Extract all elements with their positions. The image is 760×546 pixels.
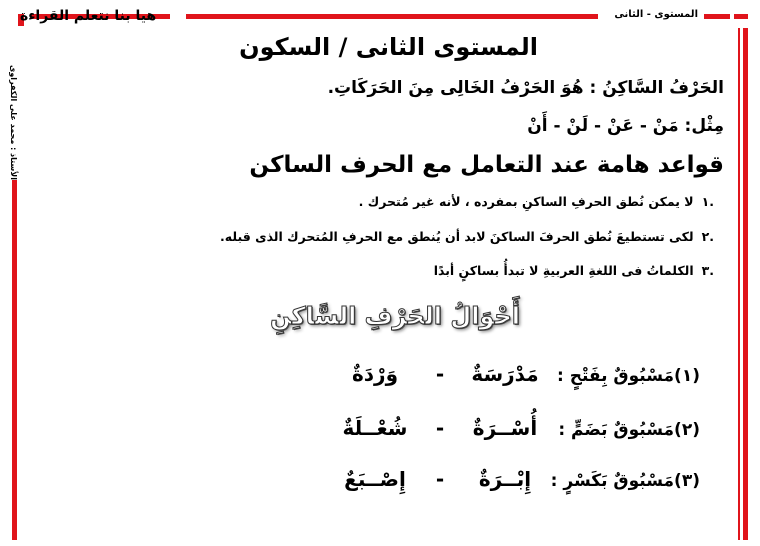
rule-text: الكلماتُ فى اللغةِ العربيةِ لا تبدأُ بساكنٍ أبدًا (433, 263, 694, 278)
rule-item (220, 229, 714, 244)
case-word: إِصْــبَعٌ (344, 467, 406, 491)
case-dash: - (435, 467, 445, 491)
rule-item (434, 263, 714, 278)
rule-number: .٣ (701, 263, 714, 278)
rule-number: .١ (701, 194, 714, 209)
header-left-title: هيا بنا نتعلم القراءة (20, 8, 157, 24)
rules-heading: قواعد هامة عند التعامل مع الحرف الساكن (249, 152, 724, 178)
header-corner-right (734, 14, 748, 19)
case-dash: - (435, 416, 445, 440)
teacher-name: الأستاذ : محمد على الكفراوى (9, 65, 18, 180)
header-right-title: المستوى - الثانى (614, 9, 698, 20)
rule-text: لا يمكن نُطق الحرفِ الساكنِ بمفرده ، لأنه غير مُتحرك . (358, 194, 694, 209)
case-row (330, 362, 700, 386)
case-dash: - (435, 362, 445, 386)
example-line: مِثْل: مَنْ - عَنْ - لَنْ - أَنْ (527, 116, 724, 136)
case-label: (٢)مَسْبُوقٌ بَضَمٍّ : (558, 420, 700, 440)
case-word: مَدْرَسَةٌ (471, 362, 539, 386)
right-border-thin (738, 28, 740, 540)
left-border (12, 180, 17, 540)
case-word: وَرْدَةٌ (351, 362, 398, 386)
rule-number: .٢ (701, 229, 714, 244)
rule-item (359, 194, 714, 209)
case-word: إِبْــرَةٌ (478, 467, 532, 491)
states-heading: أَحْوَالُ الحَرْفِ السَّاكِنِ (270, 302, 520, 330)
rule-text: لكى تستطيعَ نُطق الحرفَ الساكنَ لابد أن يُنطق مع الحرفِ المُتحرك الذى قبله. (220, 229, 694, 244)
definition: الحَرْفُ السَّاكِنُ : هُوَ الحَرْفُ الخَالِى مِنَ الحَرَكَاتِ. (327, 78, 724, 98)
case-word: شُعْــلَةٌ (342, 416, 408, 440)
page-title: المستوى الثانى / السكون (239, 33, 538, 61)
case-word: أُسْــرَةٌ (472, 416, 538, 440)
case-label: (٣)مَسْبُوقٌ بَكَسْرٍ : (550, 471, 700, 491)
header-bar-right (704, 14, 730, 19)
case-label: (١)مَسْبُوقٌ بِفَتْحٍ : (556, 366, 700, 386)
case-row (330, 416, 700, 440)
case-row (330, 467, 700, 491)
right-border (743, 28, 748, 540)
header-bar-middle (186, 14, 598, 19)
